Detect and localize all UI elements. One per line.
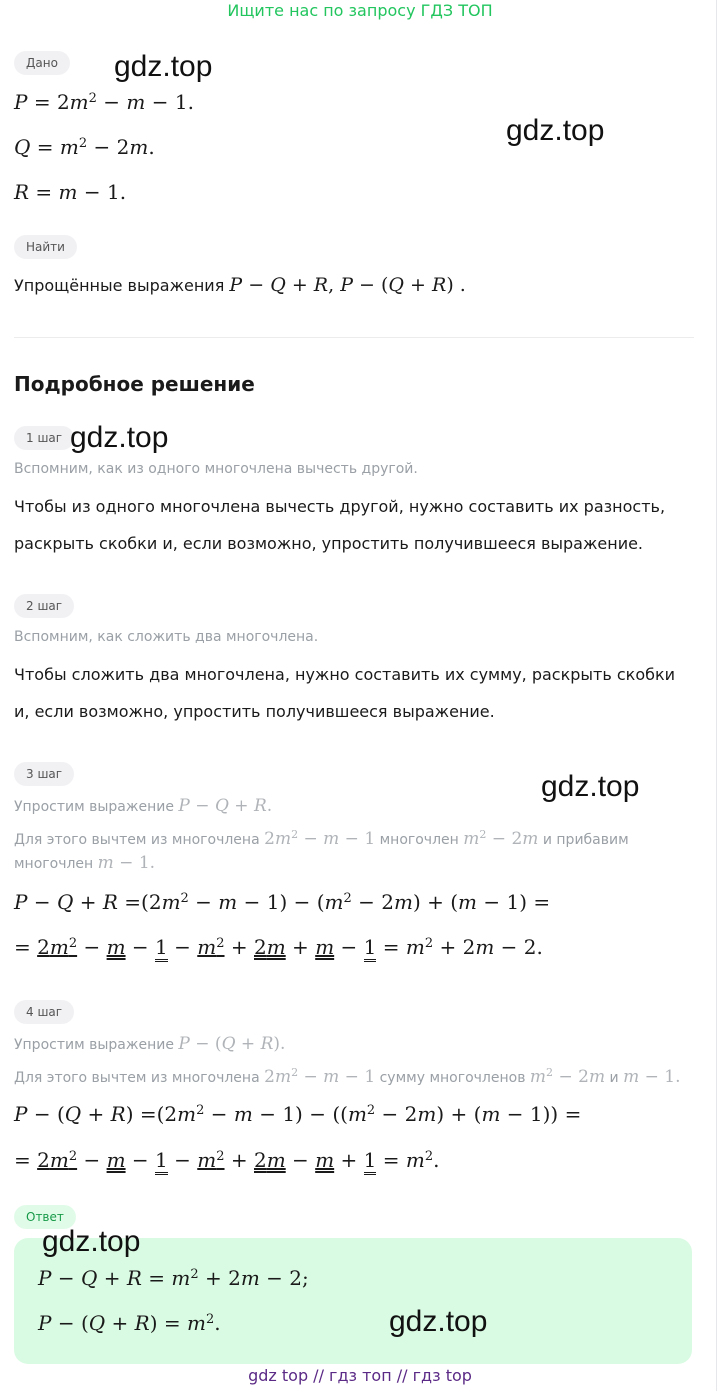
step1-line2: раскрыть скобки и, если возможно, упростить получившееся выражение.	[14, 534, 644, 553]
step4-note-text3: и	[609, 1070, 619, 1086]
given-q: $Q = m^2 - 2m$.	[14, 135, 155, 159]
find-label: Найти	[14, 235, 77, 259]
step3-note-line2	[14, 853, 155, 873]
answer-label: Ответ	[14, 1205, 76, 1229]
watermark: gdz.top	[70, 421, 169, 454]
step2-line2: и, если возможно, упростить получившееся выражение.	[14, 702, 495, 721]
step2-hint: Вспомним, как сложить два многочлена.	[14, 629, 319, 645]
step3-note-text4: многочлен	[14, 856, 94, 872]
step1-line1: Чтобы из одного многочлена вычесть другой, нужно составить их разность,	[14, 497, 666, 516]
step4-note-text2: сумму многочленов	[379, 1070, 526, 1086]
step3-hint-text: Упростим выражение	[14, 799, 174, 815]
watermark: gdz.top	[389, 1305, 488, 1338]
step3-hint	[14, 796, 272, 816]
step3-label: 3 шаг	[14, 762, 74, 786]
section-divider	[14, 337, 694, 338]
step4-equation2: = $2m^2 - m - 1 - m^2 + 2m - m + 1 = m^2$.	[14, 1148, 439, 1175]
step4-equation1: $P - (Q + R) =(2m^2 - m - 1) - ((m^2 - 2m) + (m - 1))$ =	[14, 1102, 582, 1126]
step3-note-text1: Для этого вычтем из многочлена	[14, 832, 260, 848]
step4-hint-math: P − (Q + R).	[178, 1034, 286, 1054]
watermark: gdz.top	[114, 50, 213, 83]
step3-note-math3: m − 1.	[97, 853, 156, 873]
given-p: $P = 2m^2 - m - 1$.	[14, 90, 194, 114]
answer-line2: $P - (Q + R) = m^2$.	[38, 1311, 221, 1335]
footer-links: gdz top // гдз топ // гдз top	[248, 1366, 472, 1385]
edge-divider	[716, 0, 717, 1391]
step4-note-math2: $m^2 - 2m$	[529, 1065, 606, 1087]
watermark: gdz.top	[506, 114, 605, 147]
given-label: Дано	[14, 51, 70, 75]
find-text	[14, 274, 466, 296]
step4-note-line1	[14, 1067, 681, 1087]
step3-hint-math: P − Q + R.	[178, 796, 273, 816]
step4-note-math1: $2m^2 - m - 1$	[264, 1065, 376, 1087]
solution-heading: Подробное решение	[14, 372, 255, 396]
step4-hint-text: Упростим выражение	[14, 1037, 174, 1053]
step4-note-math3: m − 1.	[623, 1067, 681, 1087]
step3-equation1: $P - Q + R =(2m^2 - m - 1) - (m^2 - 2m) + (m - 1)$ =	[14, 890, 551, 914]
step3-note-line1	[14, 829, 629, 849]
step1-hint: Вспомним, как из одного многочлена вычесть другой.	[14, 461, 418, 477]
watermark: gdz.top	[42, 1225, 141, 1258]
watermark: gdz.top	[541, 770, 640, 803]
step3-note-math1: $2m^2 - m - 1$	[264, 827, 376, 849]
step4-hint	[14, 1034, 285, 1054]
step2-line1: Чтобы сложить два многочлена, нужно составить их сумму, раскрыть скобки	[14, 665, 676, 684]
find-description: Упрощённые выражения	[14, 276, 225, 295]
step3-note-math2: $m^2 - 2m$	[463, 827, 539, 849]
step4-note-text1: Для этого вычтем из многочлена	[14, 1070, 260, 1086]
step3-equation2: = $2m^2 - m - 1 - m^2 + 2m + m - 1 = m^2 + 2m - 2$.	[14, 935, 543, 962]
step3-note-text3: и прибавим	[542, 832, 629, 848]
top-banner: Ищите нас по запросу ГДЗ ТОП	[227, 1, 493, 20]
step4-label: 4 шаг	[14, 1000, 74, 1024]
step2-label: 2 шаг	[14, 594, 74, 618]
step3-note-text2: многочлен	[379, 832, 459, 848]
given-r: R = m − 1.	[14, 180, 127, 204]
find-expression: P − Q + R, P − (Q + R) .	[229, 274, 466, 296]
answer-line1: $P - Q + R = m^2 + 2m - 2$;	[38, 1266, 309, 1290]
step1-label: 1 шаг	[14, 426, 74, 450]
